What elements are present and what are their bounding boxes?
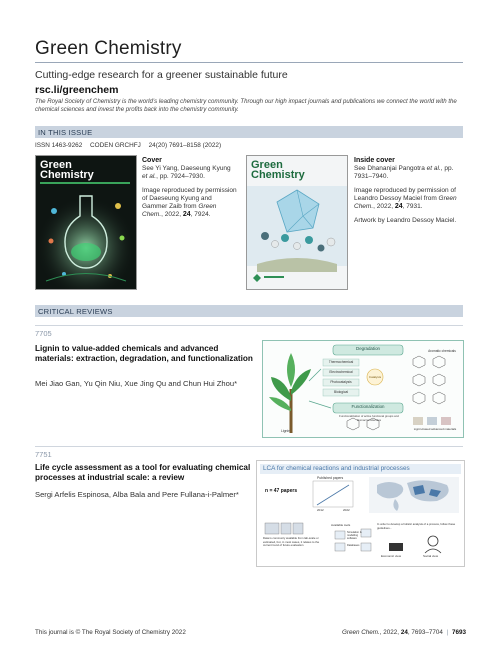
volume-info: 24(20) 7691–8158 (2022) — [148, 142, 222, 149]
ga1-thermochemical: Thermochemical — [328, 360, 354, 364]
ga2-n-papers: n = 47 papers — [265, 488, 298, 494]
cover-reference: See Yi Yang, Daeseung Kyung et al., pp. 7924–7930. — [142, 165, 231, 180]
ga2-data-note: Data is commonly available from lab-scale or estimated, but, in most cases, it relates to the current trend of future evaluation — [263, 536, 320, 548]
inside-cover-heading: Inside cover — [354, 157, 395, 164]
cover-caption — [142, 157, 237, 219]
journal-title: Green Chemistry — [35, 38, 182, 59]
ga2-social-view: Social view — [423, 554, 439, 558]
article-title-link[interactable]: Lignin to value-added chemicals and advanced materials: extraction, degradation, and functionalization — [35, 344, 253, 364]
article-authors: Mei Jiao Gan, Yu Qin Niu, Xue Jing Qu and Chun Hui Zhou* — [35, 379, 238, 388]
ga1-electrochemical: Electrochemical — [329, 370, 353, 374]
ga1-biological: Biological — [333, 390, 349, 394]
inside-cover-artwork-credit: Artwork by Leandro Dessoy Maciel. — [354, 217, 457, 224]
inside-cover-caption — [354, 157, 460, 225]
article-title-link[interactable]: Life cycle assessment as a tool for evaluating chemical processes at industrial scale: a review — [35, 463, 251, 483]
critical-reviews-band — [35, 305, 463, 317]
footer-copyright: This journal is © The Royal Society of Chemistry 2022 — [35, 629, 186, 636]
ga2-x-start: 2012 — [317, 508, 324, 512]
cover-artwork — [36, 156, 136, 289]
inside-cover-artwork — [247, 156, 347, 289]
article-page-number: 7751 — [35, 450, 52, 459]
journal-tagline: Cutting-edge research for a greener sustainable future — [35, 69, 288, 81]
ga1-aromatic-label: Aromatic chemicals — [428, 349, 456, 353]
in-this-issue-label: IN THIS ISSUE — [38, 127, 93, 137]
issn: ISSN 1463-9262 — [35, 142, 83, 149]
footer-citation: Green Chem., 2022, 24, 7693–7704 | 7693 — [342, 629, 467, 636]
rsc-intro-text: The Royal Society of Chemistry is the world’s leading chemistry community. Through our high impact journals and publications we connect the world with the chemical sciences and invest the profits back into the chemistry community. — [35, 98, 457, 114]
cover-heading: Cover — [142, 157, 162, 164]
cover-credit: Image reproduced by permission of Daeseung Kyung and Gammer Zaib from Green Chem., 2022, 24, 7924. — [142, 187, 237, 218]
in-this-issue-band — [35, 126, 463, 138]
inside-cover-reference: See Dhananjai Pangotra et al., pp. 7931–7940. — [354, 165, 454, 180]
inside-cover-magazine-title: Green Chemistry — [251, 159, 305, 181]
article-separator — [35, 325, 463, 326]
issn-line — [35, 142, 227, 149]
article-page-number: 7705 — [35, 329, 52, 338]
ga1-catalysis: Catalysis — [368, 375, 382, 379]
lignin-graphic — [263, 341, 463, 437]
coden: CODEN GRCHFJ — [90, 142, 141, 149]
ga2-simulation: Simulation & modelling software — [347, 531, 362, 541]
graphical-abstract-lca[interactable] — [256, 460, 465, 567]
article-separator — [35, 446, 463, 447]
header-rule — [35, 62, 463, 63]
graphical-abstract-lignin[interactable] — [262, 340, 464, 438]
inside-cover-image[interactable] — [246, 155, 348, 290]
journal-url-link[interactable]: rsc.li/greenchem — [35, 84, 119, 96]
ga2-economic-view: Economic view — [381, 554, 402, 558]
cover-magazine-title: Green Chemistry — [40, 159, 94, 181]
ga1-lignin-label: Lignin — [281, 429, 291, 433]
ga1-functionalization-label: Functionalization — [351, 404, 385, 409]
ga1-materials-label: Lignin-based advanced materials — [413, 427, 457, 431]
inside-cover-credit: Image reproduced by permission of Leandro Dessoy Maciel from Green Chem., 2022, 24, 7931. — [354, 187, 457, 210]
ga1-photocatalysis: Photocatalysis — [330, 380, 352, 384]
ga2-x-end: 2022 — [343, 508, 350, 512]
ga1-functionalization-sub: Functionalization of active functional groups and biomacromolecules — [339, 414, 399, 422]
front-cover-image[interactable] — [35, 155, 137, 290]
ga1-degradation-label: Degradation — [356, 346, 380, 351]
article-authors: Sergi Arfelis Espinosa, Alba Bala and Pere Fullana-i-Palmer* — [35, 490, 239, 499]
ga2-chart-title: Published papers — [317, 476, 344, 480]
ga2-graphic — [257, 461, 464, 566]
ga2-title: LCA for chemical reactions and industrial processes — [263, 465, 410, 472]
ga2-available-tools: Available tools — [331, 523, 351, 527]
critical-reviews-label: CRITICAL REVIEWS — [38, 306, 113, 316]
ga2-guideline-note: In order to develop a holistic analysis of a process, follow these guidelines... — [377, 522, 456, 530]
page-number: 7693 — [452, 629, 467, 636]
ga2-databases: Databases — [347, 544, 360, 547]
